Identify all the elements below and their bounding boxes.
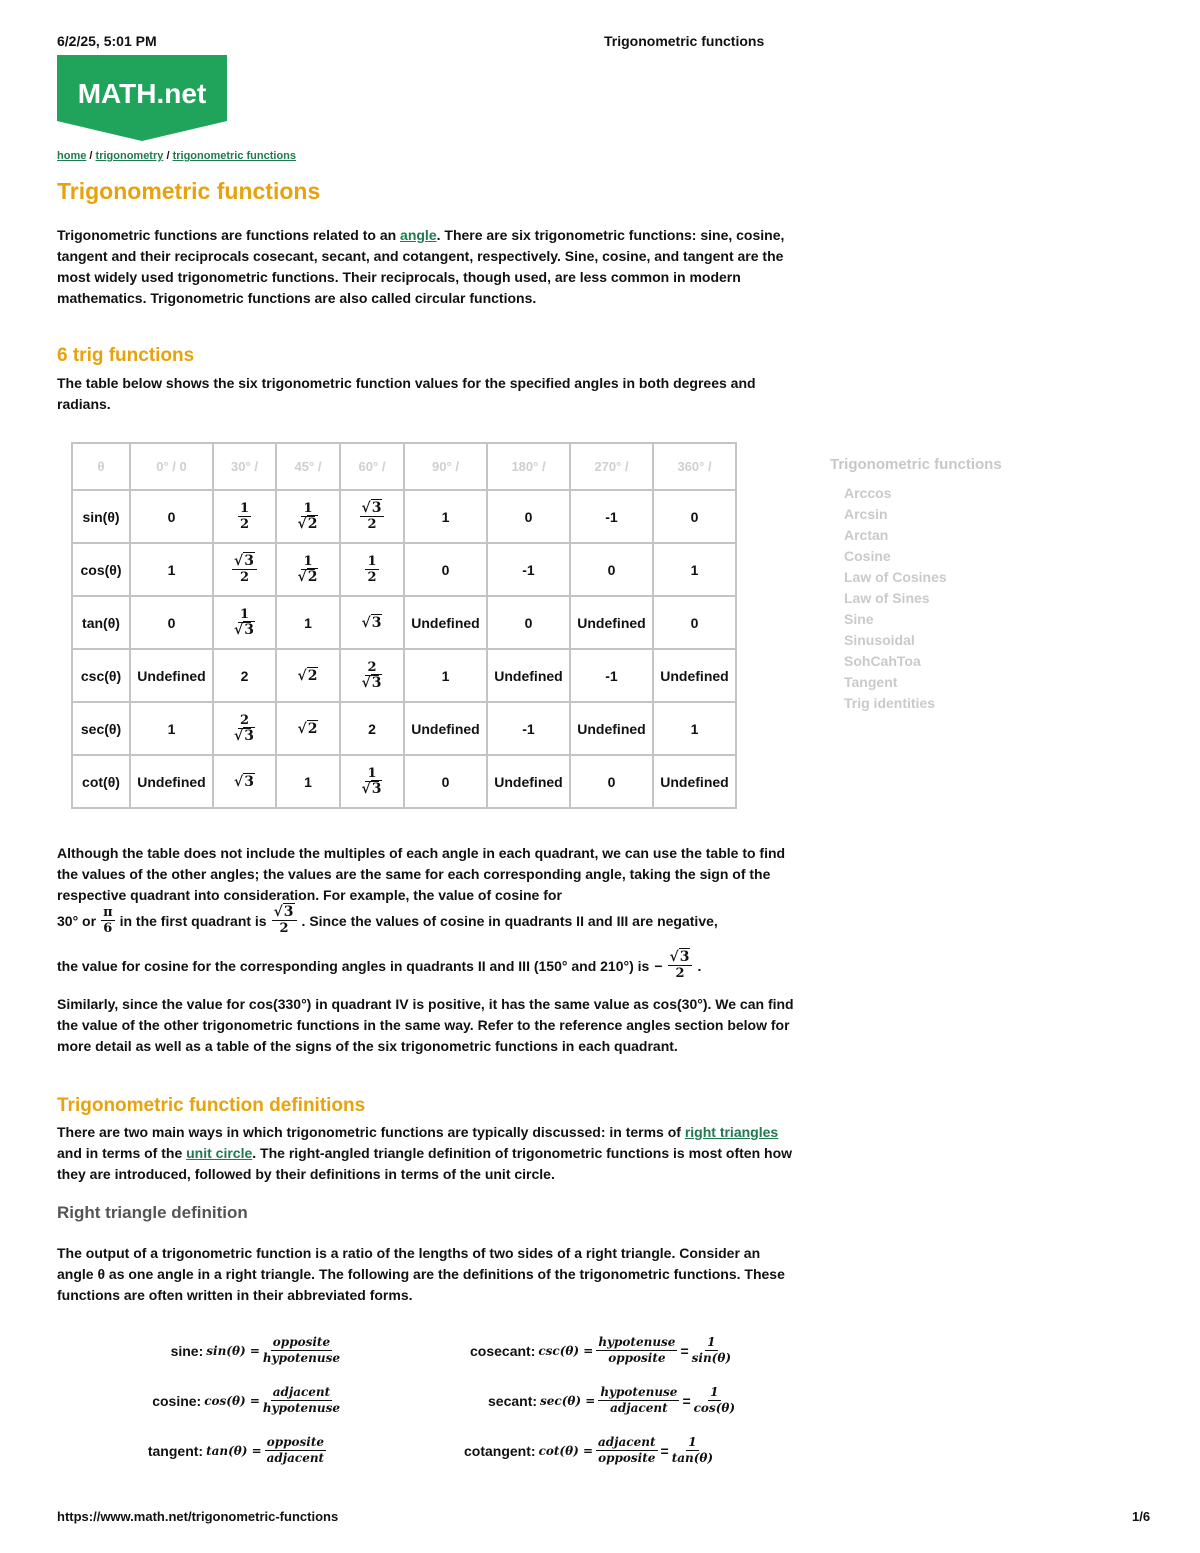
table-row bbox=[72, 702, 736, 755]
table-header: 60° / bbox=[340, 443, 404, 490]
table-row bbox=[72, 596, 736, 649]
logo-text: MATH.net bbox=[77, 78, 207, 109]
table-cell: 0 bbox=[570, 755, 653, 808]
secant-formula: secant: sec(θ) = $\frac{\text{hypotenuse}}{\text{adjacent}}$ = $\frac{1}{\cos(\theta)}$ bbox=[488, 1385, 736, 1415]
right-triangles-link[interactable]: right triangles bbox=[684, 1124, 779, 1140]
table-cell: Undefined bbox=[487, 649, 570, 702]
row-label: cos(θ) bbox=[72, 543, 130, 596]
table-cell: 0 bbox=[653, 490, 736, 543]
table-row bbox=[72, 755, 736, 808]
row-label: cot(θ) bbox=[72, 755, 130, 808]
sidebar-link-sinusoidal[interactable]: Sinusoidal bbox=[844, 632, 915, 648]
table-cell: √3 bbox=[213, 755, 276, 808]
intro-paragraph: Trigonometric functions are functions related to an angle. There are six trigonometric functions: sine, cosine, tangent and their reciprocals cosecant, secant, and cotangent, respectively. Sine, cosine, and tangent are the most widely used trigonometric functions. Their reciprocals, though used, are less common in modern mathematics. Trigonometric functions are also called circular functions. bbox=[57, 227, 785, 306]
table-header: θ bbox=[72, 443, 130, 490]
row-label: csc(θ) bbox=[72, 649, 130, 702]
table-cell: 0 bbox=[404, 755, 487, 808]
sidebar-link-law-of-cosines[interactable]: Law of Cosines bbox=[844, 569, 947, 585]
right-triangle-heading: Right triangle definition bbox=[57, 1203, 248, 1222]
row-label: sin(θ) bbox=[72, 490, 130, 543]
sidebar bbox=[830, 456, 1002, 714]
table-cell: Undefined bbox=[130, 755, 213, 808]
table-cell: √2 bbox=[276, 702, 340, 755]
quadrant-line-3: the value for cosine for the corresponding angles in quadrants II and III (150° and 210°) is − $\frac{√3}{2}$ . bbox=[57, 949, 702, 981]
table-cell: $\frac{1}{2}$ bbox=[213, 490, 276, 543]
table-cell: 1 bbox=[130, 702, 213, 755]
table-cell: 0 bbox=[653, 596, 736, 649]
table-header: 90° / bbox=[404, 443, 487, 490]
tangent-formula: tangent: tan(θ) = $\frac{\text{opposite}}{\text{adjacent}}$ bbox=[147, 1435, 325, 1465]
sidebar-link-arccos[interactable]: Arccos bbox=[844, 485, 892, 501]
table-cell: √3 bbox=[340, 596, 404, 649]
row-label: tan(θ) bbox=[72, 596, 130, 649]
six-trig-heading: 6 trig functions bbox=[57, 345, 195, 366]
print-page-title: Trigonometric functions bbox=[604, 33, 765, 49]
definitions-heading: Trigonometric function definitions bbox=[57, 1095, 366, 1116]
sine-formula: sine: sin(θ) = $\frac{\text{opposite}}{\text{hypotenuse}}$ bbox=[170, 1335, 340, 1365]
trig-values-table bbox=[71, 442, 737, 809]
table-header: 0° / 0 bbox=[130, 443, 213, 490]
row-label: sec(θ) bbox=[72, 702, 130, 755]
table-cell: 0 bbox=[130, 596, 213, 649]
sidebar-link-cosine[interactable]: Cosine bbox=[844, 548, 891, 564]
breadcrumb-separator: / bbox=[166, 150, 170, 162]
table-header: 360° / bbox=[653, 443, 736, 490]
table-cell: 1 bbox=[276, 596, 340, 649]
quadrant-paragraph-intro: Although the table does not include the multiples of each angle in each quadrant, we can use the table to find the values of the other angles; the values are the same for each corresponding angle, taking the sign of the respective quadrant into consideration. For example, the value of cosine for bbox=[57, 845, 786, 903]
breadcrumb bbox=[57, 150, 296, 162]
sqrt3-over-2: $\frac{√3}{2}$ bbox=[272, 905, 297, 936]
cosine-formula: cosine: cos(θ) = $\frac{\text{adjacent}}{\text{hypotenuse}}$ bbox=[152, 1385, 340, 1415]
table-cell: Undefined bbox=[653, 755, 736, 808]
table-cell: $\frac{√3}{2}$ bbox=[213, 543, 276, 596]
sidebar-link-law-of-sines[interactable]: Law of Sines bbox=[844, 590, 930, 606]
table-cell: -1 bbox=[487, 702, 570, 755]
sidebar-link-sohcahtoa[interactable]: SohCahToa bbox=[844, 653, 921, 669]
quadrant-paragraph-rest: Similarly, since the value for cos(330°) in quadrant IV is positive, it has the same value as cos(30°). We can find the value of the other trigonometric functions in the same way. Refer to the reference angles section below for more detail as well as a table of the signs of the six trigonometric functions in each quadrant. bbox=[57, 996, 794, 1054]
table-cell: $\frac{2}{√3}$ bbox=[340, 649, 404, 702]
table-cell: $\frac{1}{2}$ bbox=[340, 543, 404, 596]
table-cell: 0 bbox=[570, 543, 653, 596]
breadcrumb-trigonometry-link[interactable]: trigonometry bbox=[95, 150, 164, 162]
cotangent-formula: cotangent: cot(θ) = $\frac{\text{adjacent}}{\text{opposite}}$ = $\frac{1}{\tan(\theta)}$ bbox=[464, 1435, 714, 1465]
breadcrumb-current-link[interactable]: trigonometric functions bbox=[172, 150, 297, 162]
breadcrumb-home-link[interactable]: home bbox=[57, 150, 87, 162]
table-header: 30° / bbox=[213, 443, 276, 490]
table-cell: -1 bbox=[570, 649, 653, 702]
table-cell: 1 bbox=[653, 702, 736, 755]
table-header: 45° / bbox=[276, 443, 340, 490]
table-cell: Undefined bbox=[487, 755, 570, 808]
table-header-row bbox=[72, 443, 736, 490]
angle-link[interactable]: angle bbox=[400, 227, 437, 243]
six-trig-text: The table below shows the six trigonometric function values for the specified angles in both degrees and radians. bbox=[57, 375, 756, 412]
table-cell: 0 bbox=[130, 490, 213, 543]
table-cell: 0 bbox=[404, 543, 487, 596]
table-row bbox=[72, 490, 736, 543]
pi-over-6: $\frac{\pi}{6}$ bbox=[103, 905, 113, 936]
table-header: 270° / bbox=[570, 443, 653, 490]
table-cell: 1 bbox=[130, 543, 213, 596]
print-datetime: 6/2/25, 5:01 PM bbox=[57, 33, 157, 49]
cosecant-formula: cosecant: csc(θ) = $\frac{\text{hypotenuse}}{\text{opposite}}$ = $\frac{1}{\sin(\theta)}$ bbox=[470, 1335, 732, 1365]
table-cell: 0 bbox=[487, 596, 570, 649]
neg-sqrt3-over-2: $\frac{√3}{2}$ bbox=[668, 950, 693, 981]
table-header: 180° / bbox=[487, 443, 570, 490]
table-cell: $\frac{1}{√2}$ bbox=[276, 490, 340, 543]
sidebar-link-arcsin[interactable]: Arcsin bbox=[844, 506, 888, 522]
table-cell: Undefined bbox=[404, 596, 487, 649]
table-cell: Undefined bbox=[404, 702, 487, 755]
definitions-paragraph: There are two main ways in which trigonometric functions are typically discussed: in terms of right triangles and in terms of the unit circle. The right-angled triangle definition of trigonometric functions is most often how they are introduced, followed by their definitions in terms of the unit circle. bbox=[57, 1124, 793, 1182]
table-cell: -1 bbox=[570, 490, 653, 543]
sidebar-link-arctan[interactable]: Arctan bbox=[844, 527, 889, 543]
table-cell: 1 bbox=[653, 543, 736, 596]
table-cell: Undefined bbox=[653, 649, 736, 702]
table-cell: 1 bbox=[404, 649, 487, 702]
unit-circle-link[interactable]: unit circle bbox=[186, 1145, 253, 1161]
table-cell: $\frac{1}{√3}$ bbox=[213, 596, 276, 649]
sidebar-link-trig-identities[interactable]: Trig identities bbox=[844, 695, 936, 711]
print-url: https://www.math.net/trigonometric-functions bbox=[57, 1509, 339, 1524]
sidebar-link-tangent[interactable]: Tangent bbox=[844, 674, 898, 690]
table-cell: Undefined bbox=[570, 702, 653, 755]
table-cell: $\frac{√3}{2}$ bbox=[340, 490, 404, 543]
sidebar-title: Trigonometric functions bbox=[830, 456, 1002, 473]
table-cell: 2 bbox=[340, 702, 404, 755]
quadrant-line-2: 30° or $\frac{\pi}{6}$ in the first quadrant is $\frac{√3}{2}$ . Since the values of cosine in quadrants II and III are negative, bbox=[57, 904, 718, 936]
table-cell: 2 bbox=[213, 649, 276, 702]
table-row bbox=[72, 543, 736, 596]
table-cell: 1 bbox=[404, 490, 487, 543]
table-cell: $\frac{2}{√3}$ bbox=[213, 702, 276, 755]
right-triangle-paragraph: The output of a trigonometric function is a ratio of the lengths of two sides of a right triangle. Consider an angle θ as one angle in a right triangle. The following are the definitions of the trigonometric functions. These functions are often written in their abbreviated forms. bbox=[57, 1245, 785, 1303]
print-page-number: 1/6 bbox=[1132, 1509, 1151, 1524]
table-cell: 1 bbox=[276, 755, 340, 808]
table-cell: Undefined bbox=[570, 596, 653, 649]
sidebar-link-sine[interactable]: Sine bbox=[844, 611, 874, 627]
table-cell: 0 bbox=[487, 490, 570, 543]
table-cell: √2 bbox=[276, 649, 340, 702]
table-cell: $\frac{1}{√3}$ bbox=[340, 755, 404, 808]
site-logo[interactable] bbox=[57, 55, 227, 143]
breadcrumb-separator: / bbox=[89, 150, 93, 162]
table-row bbox=[72, 649, 736, 702]
page-title: Trigonometric functions bbox=[57, 178, 321, 204]
table-cell: $\frac{1}{√2}$ bbox=[276, 543, 340, 596]
table-cell: Undefined bbox=[130, 649, 213, 702]
table-cell: -1 bbox=[487, 543, 570, 596]
